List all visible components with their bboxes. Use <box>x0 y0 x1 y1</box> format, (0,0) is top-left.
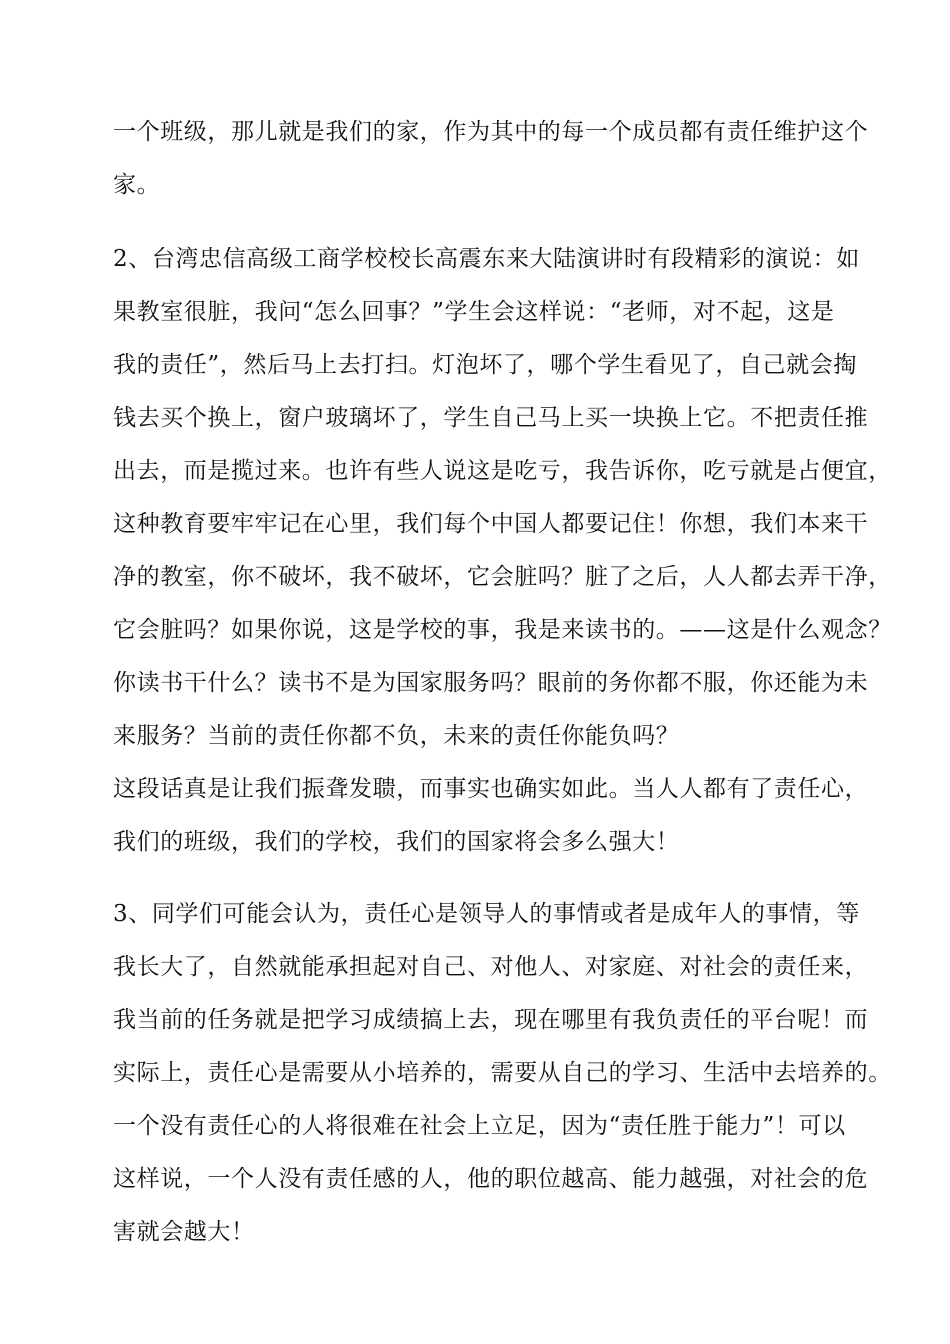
paragraph-4-line-7: 害就会越大！ <box>113 1219 255 1245</box>
paragraph-3-line-1: 这段话真是让我们振聋发聩，而事实也确实如此。当人人都有了责任心， <box>113 776 869 802</box>
paragraph-1-line-2: 家。 <box>113 172 161 198</box>
paragraph-4-line-5: 一个没有责任心的人将很难在社会上立足，因为“责任胜于能力”！可以 <box>113 1113 846 1139</box>
paragraph-2-line-4: 钱去买个换上，窗户玻璃坏了，学生自己马上买一块换上它。不把责任推 <box>113 405 869 431</box>
paragraph-4-line-6: 这样说，一个人没有责任感的人，他的职位越高、能力越强，对社会的危 <box>113 1166 869 1192</box>
paragraph-2-line-10: 来服务？当前的责任你都不负，未来的责任你能负吗？ <box>113 723 680 749</box>
paragraph-2-line-1: 2、台湾忠信高级工商学校校长高震东来大陆演讲时有段精彩的演说：如 <box>113 246 860 272</box>
paragraph-1-line-1: 一个班级，那儿就是我们的家，作为其中的每一个成员都有责任维护这个 <box>113 119 869 145</box>
paragraph-2-line-6: 这种教育要牢牢记在心里，我们每个中国人都要记住！你想，我们本来干 <box>113 511 869 537</box>
paragraph-3-line-2: 我们的班级，我们的学校，我们的国家将会多么强大！ <box>113 829 680 855</box>
paragraph-4-line-4: 实际上，责任心是需要从小培养的，需要从自己的学习、生活中去培养的。 <box>113 1060 892 1086</box>
paragraph-2-line-2: 果教室很脏，我问“怎么回事？”学生会这样说：“老师，对不起，这是 <box>113 299 835 325</box>
paragraph-2-line-5: 出去，而是揽过来。也许有些人说这是吃亏，我告诉你，吃亏就是占便宜， <box>113 458 892 484</box>
paragraph-2-line-8: 它会脏吗？如果你说，这是学校的事，我是来读书的。——这是什么观念？ <box>113 617 892 643</box>
paragraph-4-line-1: 3、同学们可能会认为，责任心是领导人的事情或者是成年人的事情，等 <box>113 901 860 927</box>
paragraph-2-line-7: 净的教室，你不破坏，我不破坏，它会脏吗？脏了之后，人人都去弄干净， <box>113 564 892 590</box>
paragraph-2-line-3: 我的责任”，然后马上去打扫。灯泡坏了，哪个学生看见了，自己就会掏 <box>113 352 857 378</box>
paragraph-4-line-2: 我长大了，自然就能承担起对自己、对他人、对家庭、对社会的责任来， <box>113 954 869 980</box>
paragraph-2-line-9: 你读书干什么？读书不是为国家服务吗？眼前的务你都不服，你还能为未 <box>113 670 869 696</box>
paragraph-4-line-3: 我当前的任务就是把学习成绩搞上去，现在哪里有我负责任的平台呢！而 <box>113 1007 869 1033</box>
